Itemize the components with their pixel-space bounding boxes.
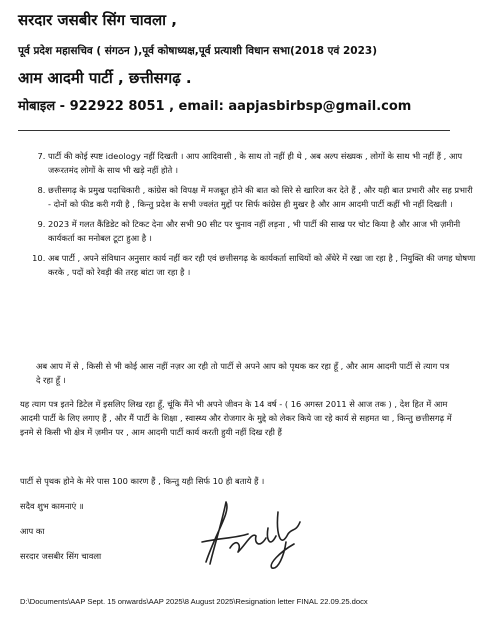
handwritten-signature xyxy=(196,492,306,572)
sender-designation: पूर्व प्रदेश महासचिव ( संगठन ),पूर्व कोषाध्यक्ष,पूर्व प्रत्याशी विधान सभा(2018 एवं 2023) xyxy=(18,45,377,57)
party-name: आम आदमी पार्टी , छत्तीसगढ़ . xyxy=(18,69,192,87)
contact-line: मोबाइल - 922922 8051 , email: aapjasbirbsp@gmail.com xyxy=(18,99,412,114)
closing-wishes: सदैव शुभ कामनाएं ॥ xyxy=(20,501,84,511)
header-divider xyxy=(18,130,450,131)
reasons-list xyxy=(22,149,476,285)
resignation-statement: अब आप में से , किसी से भी कोई आस नहीं नज़र आ रही तो पार्टी से अपने आप को पृथक कर रहा हूँ , और आम आदमी पार्टी से त्याग पत्र दे रहा हूँ । xyxy=(36,361,450,385)
reason-item-10: 10. अब पार्टी , अपने संविधान अनुसार कार्य नहीं कर रही एवं छत्तीसगढ़ के कार्यकर्ता साथियों को अँधेरे में रखा जा रहा है , नियुक्ति की जगह घोषणा करके , पदों को रेवड़ी की तरह बांटा जा रहा है । xyxy=(48,251,476,279)
sender-name: सरदार जसबीर सिंग चावला , xyxy=(18,11,177,29)
reason-item-7: 7. पार्टी की कोई स्पष्ट ideology नहीं दिखती । आप आदिवासी , के साथ तो नहीं ही थे , अब अल्प संख्यक , लोगों के साथ भी नहीं हैं , आप जरूरतमंद लोगों के साथ भी खड़े नहीं होते । xyxy=(48,149,476,177)
detail-paragraph: यह त्याग पत्र इतने डिटेल में इसलिए लिख रहा हूँ, चूंकि मैंने भी अपने जीवन के 14 वर्ष - ( 16 अगस्त 2011 से आज तक ) , देश हित में आम आदमी पार्टी के लिए लगाए हैं , और मैं पार्टी के शिक्षा , स्वास्थ्य और रोजगार के मुद्दे को लेकर किये जा रहे कार्य से सहमत था , किन्तु छत्तीसगढ़ में इनमे से किसी भी क्षेत्र में ज़मीन पर , आम आदमी पार्टी कार्य करती हुयी नहीं दिख रही हैं xyxy=(20,399,452,437)
closing-salutation: आप का xyxy=(20,526,45,536)
reason-item-9: 9. 2023 में गलत कैंडिडेट को टिकट देना और सभी 90 सीट पर चुनाव नहीं लड़ना , भी पार्टी की साख पर चोट किया है और आज भी ज़मीनी कार्यकर्ता का मनोबल टूटा हुआ है । xyxy=(48,217,476,245)
reason-item-8: 8. छत्तीसगढ़ के प्रमुख पदाधिकारी , कांग्रेस को विपक्ष में मजबूत होने की बात को सिरे से खारिज कर देते हैं , और यही बात प्रभारी और सह प्रभारी - दोनों को फीड करी गयी है , किन्तु प्रदेश के सभी ज्वलंत मुद्दों पर सिर्फ कांग्रेस ही मुखर है और आम आदमी पार्टी कहीं भी नहीं दिखती । xyxy=(48,183,476,211)
reasons-note: पार्टी से पृथक होने के मेरे पास 100 कारण हैं , किन्तु यही सिर्फ 10 ही बताये हैं । xyxy=(20,476,265,486)
file-path-footer: D:\Documents\AAP Sept. 15 onwards\AAP 2025\8 August 2025\Resignation letter FINAL 22.09.25.docx xyxy=(20,597,368,606)
signatory-name: सरदार जसबीर सिंग चावला xyxy=(20,551,102,561)
